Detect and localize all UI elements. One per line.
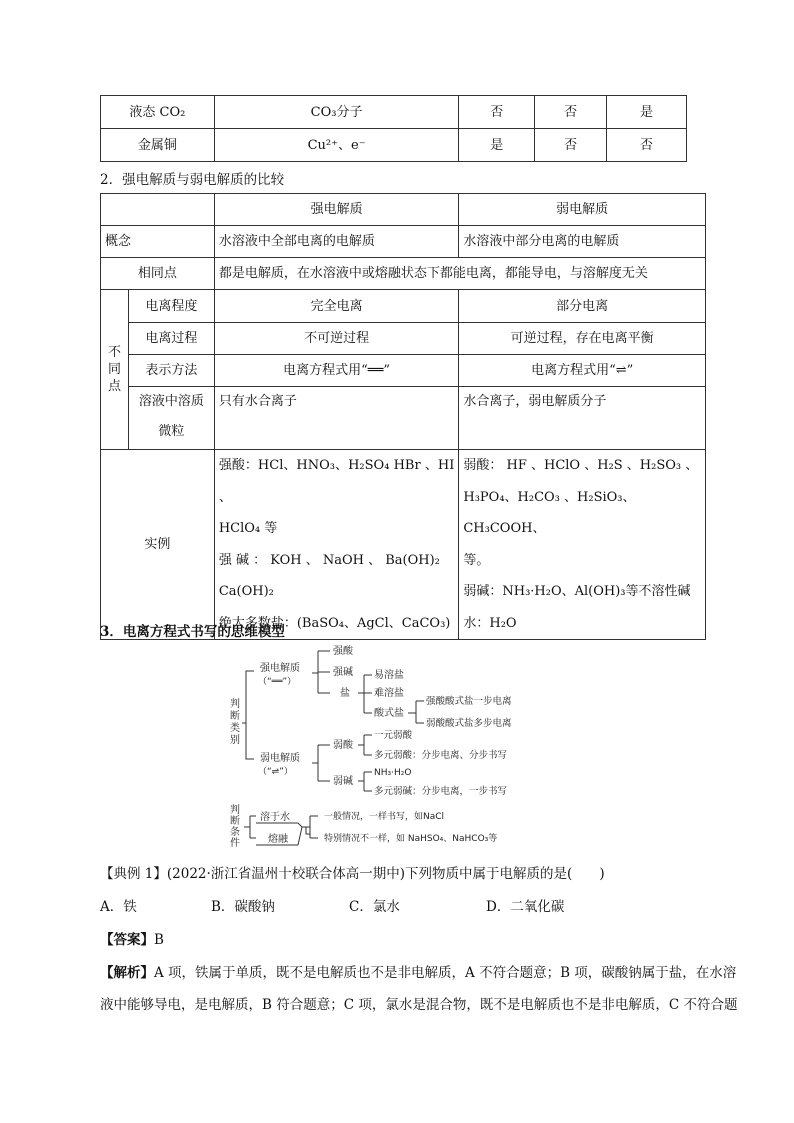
answer-line	[100, 928, 164, 948]
weak-label: 弱电解质	[260, 753, 300, 764]
section-3-title: 3．电离方程式书写的思维模型	[100, 624, 285, 640]
cell-name: 液态 CO₂	[101, 96, 215, 129]
row-label-common: 相同点	[101, 258, 215, 290]
table-row	[101, 258, 706, 290]
cell-weak: 可逆过程，存在电离平衡	[459, 323, 706, 355]
in-water: 溶于水	[260, 812, 290, 823]
cell-value: 是	[459, 129, 535, 162]
answer-value: B	[154, 932, 164, 948]
bracket-acid-salt	[408, 701, 424, 723]
cell-common: 都是电解质，在水溶液中或熔融状态下都能电离，都能导电，与溶解度无关	[214, 258, 705, 290]
example-question: 【典例 1】(2022·浙江省温州十校联合体高一期中)下列物质中属于电解质的是( )	[100, 866, 605, 882]
weak-acid: 弱酸	[333, 740, 353, 751]
option-c: C．氯水	[349, 899, 400, 915]
sub-label: 溶液中溶质 微粒	[128, 387, 214, 450]
table-row	[101, 323, 706, 355]
molten: 熔融	[268, 834, 288, 845]
cell-strong: 电离方程式用“══”	[214, 355, 459, 387]
judge-type-char: 判	[230, 699, 240, 710]
cell-strong: 水溶液中全部电离的电解质	[214, 226, 459, 258]
sub-label: 表示方法	[128, 355, 214, 387]
cell-weak: 水合离子，弱电解质分子	[459, 387, 706, 450]
cell-value: 否	[607, 129, 687, 162]
strong-base: 强碱	[333, 667, 353, 678]
cell-weak: 水溶液中部分电离的电解质	[459, 226, 706, 258]
judge-cond-char: 断	[230, 816, 240, 827]
cell-strong: 不可逆过程	[214, 323, 459, 355]
poly-weak-acid: 多元弱酸：分步电离、分步书写	[374, 750, 508, 761]
table-header-row	[101, 194, 706, 226]
bracket-weak-base	[358, 772, 372, 791]
bracket-cond	[244, 816, 256, 838]
cell-particles: CO₃分子	[214, 96, 459, 129]
nh3-h2o: NH₃·H₂O	[374, 768, 412, 778]
header-strong: 强电解质	[214, 194, 459, 226]
cell-weak: 部分电离	[459, 290, 706, 323]
soluble-salt: 易溶盐	[374, 670, 404, 681]
judge-type-char: 别	[230, 735, 240, 746]
answer-label: 【答案】	[100, 932, 154, 948]
general-case: 一般情况，一样书写，如NaCl	[324, 812, 445, 822]
cell-weak: 电离方程式用“⇌”	[459, 355, 706, 387]
section-2-title: 2．强电解质与弱电解质的比较	[100, 172, 285, 188]
acid-salt: 酸式盐	[374, 708, 404, 719]
bracket-strong	[312, 651, 330, 693]
cell-strong: 完全电离	[214, 290, 459, 323]
judge-cond-char: 判	[230, 805, 240, 816]
analysis-label: 【解析】	[100, 965, 154, 981]
cell-value: 否	[459, 96, 535, 129]
table-row	[101, 129, 687, 162]
judge-type-char: 类	[230, 723, 240, 734]
salt: 盐	[340, 688, 350, 699]
cell-weak-examples: 弱酸： HF 、HClO 、H₂S 、H₂SO₃ 、 H₃PO₄、H₂CO₃ 、H₂SiO₃、CH₃COOH、 等。 弱碱：NH₃·H₂O、Al(OH)₃等不溶性碱 水：H₂O	[459, 450, 706, 640]
strong-symbol: （“══”）	[258, 677, 297, 687]
table-row	[101, 290, 706, 323]
poly-weak-base: 多元弱碱：分步电离，一步书写	[374, 786, 508, 797]
table-row	[101, 355, 706, 387]
weak-symbol: （“⇌”）	[258, 767, 293, 777]
judge-type-char: 断	[230, 711, 240, 722]
strong-label: 强电解质	[260, 663, 300, 674]
judge-cond-char: 条	[230, 827, 240, 838]
bracket-salt	[358, 675, 372, 713]
sub-label: 电离程度	[128, 290, 214, 323]
analysis-line-2: 液中能够导电，是电解质，B 符合题意；C 项，氯水是混合物，既不是电解质也不是非电解质，C 不符合题	[100, 997, 738, 1013]
cell-value: 否	[535, 129, 607, 162]
row-label-concept: 概念	[101, 226, 215, 258]
table-row	[101, 450, 706, 640]
table-row	[101, 387, 706, 450]
strong-acid-salt: 强酸酸式盐一步电离	[426, 696, 512, 707]
comparison-table	[100, 193, 706, 640]
option-b: B．碳酸钠	[211, 899, 275, 915]
cell-name: 金属铜	[101, 129, 215, 162]
cell-value: 是	[607, 96, 687, 129]
mono-weak-acid: 一元弱酸	[374, 730, 413, 741]
thinking-model-diagram	[220, 641, 550, 851]
analysis-line-1: 【解析】A 项，铁属于单质，既不是电解质也不是非电解质，A 不符合题意；B 项，碳酸钠属于盐，在水溶	[100, 965, 737, 981]
table-row	[101, 226, 706, 258]
judge-cond-char: 件	[230, 838, 240, 849]
insoluble-salt: 难溶盐	[374, 688, 404, 699]
row-label-diff: 不 同 点	[101, 290, 129, 450]
weak-acid-salt: 弱酸酸式盐多步电离	[426, 718, 512, 729]
cell-value: 否	[535, 96, 607, 129]
strong-acid: 强酸	[333, 646, 353, 657]
bracket-main	[242, 671, 254, 759]
cell-strong: 只有水合离子	[214, 387, 459, 450]
cell-strong-examples: 强酸：HCl、HNO₃、H₂SO₄ HBr 、HI 、 HClO₄ 等 强 碱 ： KOH 、 NaOH 、 Ba(OH)₂ Ca(OH)₂ 绝大多数盐：(BaSO₄、AgCl、CaCO₃)	[214, 450, 459, 640]
special-case: 特别情况不一样，如 NaHSO₄、NaHCO₃等	[324, 834, 498, 844]
bracket-weak-acid	[358, 735, 372, 755]
option-d: D．二氧化碳	[486, 899, 565, 915]
row-label-examples: 实例	[101, 450, 215, 640]
cell-particles: Cu²⁺、e⁻	[214, 129, 459, 162]
option-a: A．铁	[100, 899, 137, 915]
table-1	[100, 95, 687, 162]
sub-label: 电离过程	[128, 323, 214, 355]
bracket-weak	[312, 745, 330, 781]
header-weak: 弱电解质	[459, 194, 706, 226]
weak-base: 弱碱	[333, 776, 353, 787]
table-row	[101, 96, 687, 129]
